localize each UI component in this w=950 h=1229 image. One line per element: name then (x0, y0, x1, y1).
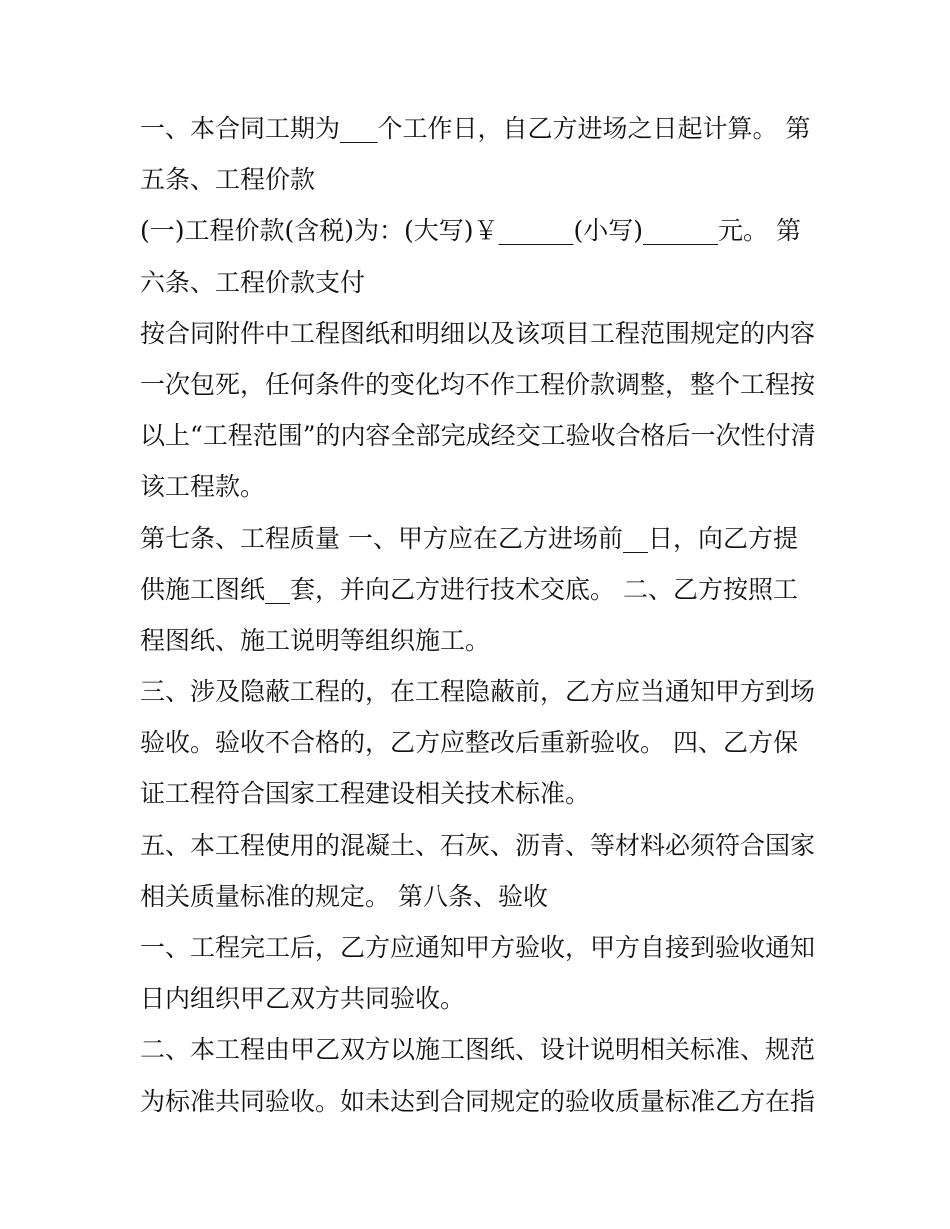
text-line: 验收。验收不合格的，乙方应整改后重新验收。 四、乙方保 (140, 728, 798, 758)
text-line: (一)工程价款(含税)为：(大写)￥______(小写)______元。 第 (140, 216, 801, 246)
text-line: 六条、工程价款支付 (140, 267, 366, 297)
text-line: 五条、工程价款 (140, 165, 316, 195)
text-line: 一次包死，任何条件的变化均不作工程价款调整，整个工程按 (140, 369, 816, 399)
text-line: 为标准共同验收。如未达到合同规定的验收质量标准乙方在指 (140, 1086, 816, 1116)
text-line: 三、涉及隐蔽工程的，在工程隐蔽前，乙方应当通知甲方到场 (140, 677, 816, 707)
text-line: 供施工图纸__套，并向乙方进行技术交底。 二、乙方按照工 (140, 574, 798, 604)
text-line: 一、本合同工期为___个工作日，自乙方进场之日起计算。 第 (140, 114, 811, 143)
text-line: 二、本工程由甲乙双方以施工图纸、设计说明相关标准、规范 (140, 1035, 816, 1065)
text-line: 一、工程完工后，乙方应通知甲方验收，甲方自接到验收通知 (140, 933, 816, 962)
text-line: 日内组织甲乙双方共同验收。 (140, 984, 466, 1014)
text-line: 相关质量标准的规定。 第八条、验收 (140, 881, 548, 911)
text-line: 程图纸、施工说明等组织施工。 (140, 625, 491, 655)
text-line: 该工程款。 (140, 472, 266, 502)
text-line: 按合同附件中工程图纸和明细以及该项目工程范围规定的内容 (140, 318, 816, 348)
text-line: 第七条、工程质量 一、甲方应在乙方进场前__日，向乙方提 (140, 523, 798, 553)
text-line: 五、本工程使用的混凝土、石灰、沥青、等材料必须符合国家 (140, 830, 816, 860)
text-line: 以上“工程范围”的内容全部完成经交工验收合格后一次性付清 (140, 421, 816, 451)
text-line: 证工程符合国家工程建设相关技术标准。 (140, 779, 591, 809)
document-body (140, 103, 820, 1127)
